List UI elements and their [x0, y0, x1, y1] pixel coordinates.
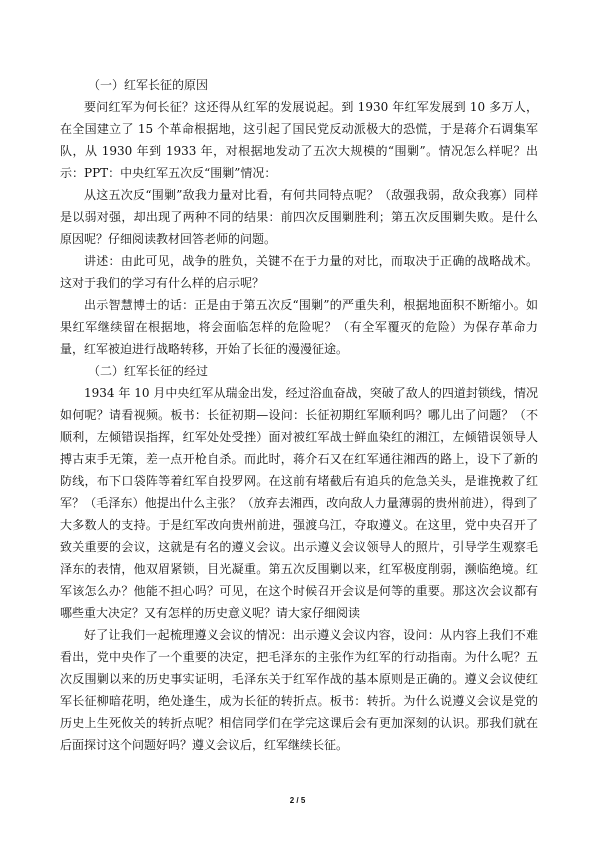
paragraph: 好了让我们一起梳理遵义会议的情况：出示遵义会议内容，设问：从内容上我们不难看出，党中央作了一个重要的决定，把毛泽东的主张作为红军的行动指南。为什么呢？五次反围剿以来的历史事实证明，毛泽东关于红军作战的基本原则是正确的。遵义会议使红军长征柳暗花明，绝处逢生，成为长征的转折点。板书：转折。为什么说遵义会议是党的历史上生死攸关的转折点呢？相信同学们在学完这课后会有更加深刻的认识。那我们就在后面探讨这个问题好吗？遵义会议后，红军继续长征。	[60, 628, 538, 752]
section-heading-reasons: （一）红军长征的原因	[88, 78, 209, 92]
page-number: 2 / 5	[289, 796, 306, 805]
paragraph: 从这五次反“围剿”敌我力量对比看，有何共同特点呢？（敌强我弱，敌众我寡）同样是以弱对强，却出现了两种不同的结果：前四次反围剿胜利；第五次反围剿失败。是什么原因呢？仔细阅读教材回答老师的问题。	[60, 188, 538, 246]
paragraph: 要问红军为何长征？这还得从红军的发展说起。到 1930 年红军发展到 10 多万人，在全国建立了 15 个革命根据地，这引起了国民党反动派极大的恐慌，于是蒋介石调集军队，从 1930 年到 1933 年，对根据地发动了五次大规模的“围剿”。情况怎么样呢？出示：PPT：中央红军五次反“围剿”情况：	[60, 100, 538, 180]
document-body	[60, 74, 538, 756]
paragraph: 1934 年 10 月中央红军从瑞金出发，经过浴血奋战，突破了敌人的四道封锁线，情况如何呢？请看视频。板书：长征初期—设问：长征初期红军顺利吗？哪儿出了问题？（不顺利，左倾错误指挥，红军处处受挫）面对被红军战士鲜血染红的湘江，左倾错误领导人搏古束手无策，差一点开枪自杀。而此时，蒋介石又在红军通往湘西的路上，设下了新的防线，布下口袋阵等着红军自投罗网。在这前有堵截后有追兵的危急关头，是谁挽救了红军？（毛泽东）他提出什么主张？（放弃去湘西，改向敌人力量薄弱的贵州前进），得到了大多数人的支持。于是红军改向贵州前进，强渡乌江，夺取遵义。在这里，党中央召开了致关重要的会议，这就是有名的遵义会议。出示遵义会议领导人的照片，引导学生观察毛泽东的表情，他双眉紧锁，目光凝重。第五次反围剿以来，红军极度削弱，濒临绝境。红军该怎么办？他能不担心吗？可见，在这个时候召开会议是何等的重要。那这次会议都有哪些重大决定？又有怎样的历史意义呢？请大家仔细阅读	[60, 386, 538, 620]
section-heading-process: （二）红军长征的经过	[88, 364, 209, 378]
paragraph: 讲述：由此可见，战争的胜负，关键不在于力量的对比，而取决于正确的战略战术。这对于我们的学习有什么样的启示呢？	[60, 254, 538, 290]
paragraph: 出示智慧博士的话：正是由于第五次反“围剿”的严重失利，根据地面积不断缩小。如果红军继续留在根据地，将会面临怎样的危险呢？（有全军覆灭的危险）为保存革命力量，红军被迫进行战略转移，开始了长征的漫漫征途。	[60, 298, 538, 356]
